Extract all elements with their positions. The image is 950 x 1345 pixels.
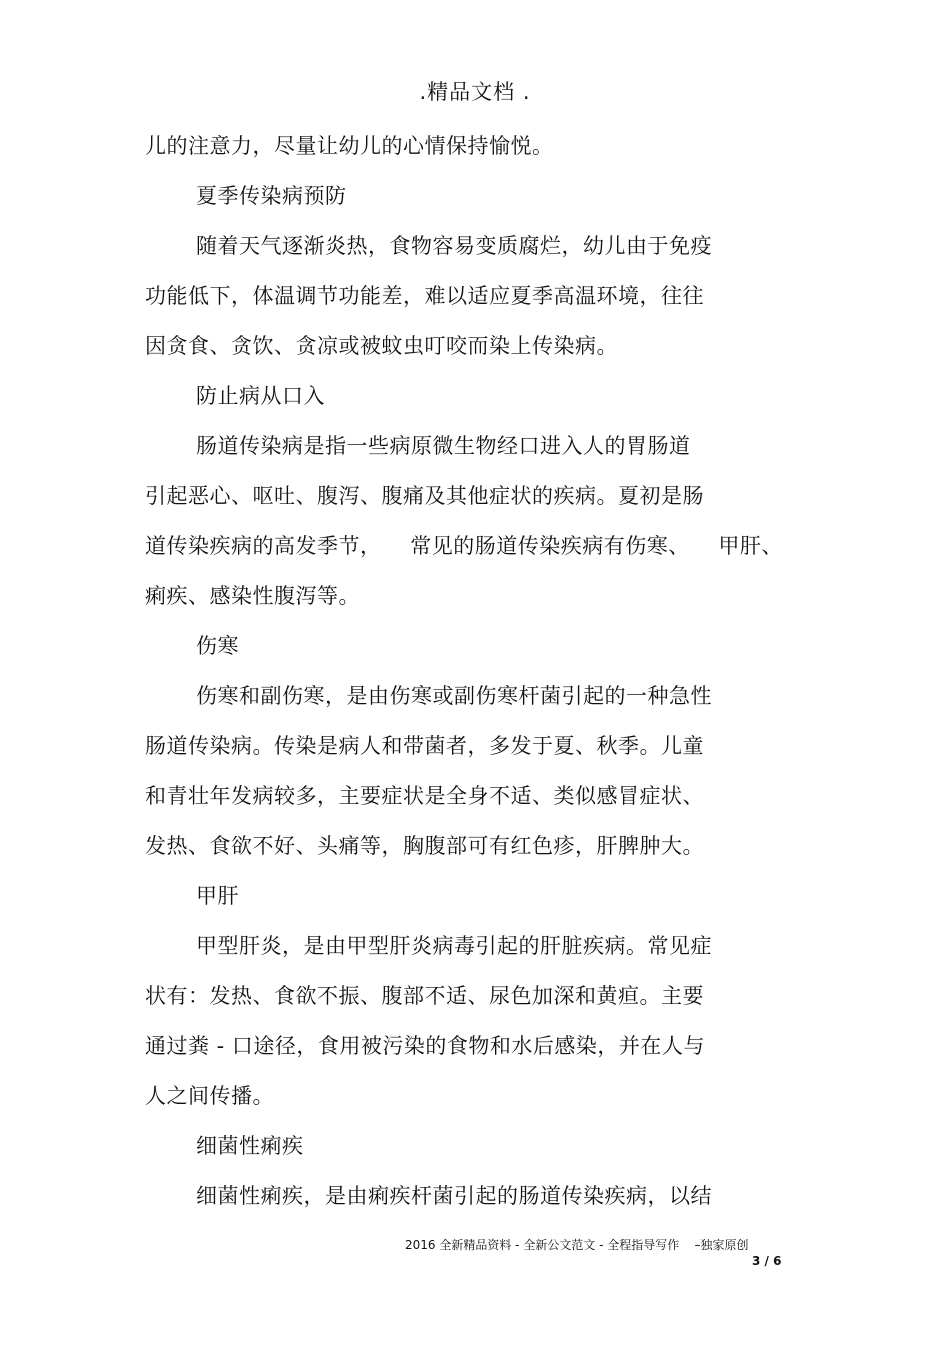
text-line: 引起恶心、呕吐、腹泻、腹痛及其他症状的疾病。夏初是肠 <box>145 484 704 508</box>
page-footer: 2016 全新精品资料 - 全新公文范文 - 全程指导写作 –独家原创 <box>405 1238 749 1252</box>
text-line: 状有：发热、食欲不振、腹部不适、尿色加深和黄疸。主要 <box>145 984 704 1008</box>
text-line: 随着天气逐渐炎热，食物容易变质腐烂，幼儿由于免疫 <box>196 234 712 258</box>
text-line: 发热、食欲不好、头痛等，胸腹部可有红色疹，肝脾肿大。 <box>145 834 704 858</box>
text-line: 肠道传染病是指一些病原微生物经口进入人的胃肠道 <box>196 434 691 458</box>
section-heading: 夏季传染病预防 <box>196 184 347 208</box>
text-line: 通过粪 - 口途径，食用被污染的食物和水后感染，并在人与 <box>145 1034 705 1058</box>
text-line: 道传染疾病的高发季节， 常见的肠道传染疾病有伤寒、 甲肝、 <box>145 534 783 558</box>
page-number: 3 / 6 <box>752 1254 782 1268</box>
section-heading: 细菌性痢疾 <box>196 1134 304 1158</box>
text-line: 甲型肝炎，是由甲型肝炎病毒引起的肝脏疾病。常见症 <box>196 934 712 958</box>
section-heading: 甲肝 <box>196 884 239 908</box>
text-line: 功能低下，体温调节功能差，难以适应夏季高温环境，往往 <box>145 284 704 308</box>
text-line: 因贪食、贪饮、贪凉或被蚊虫叮咬而染上传染病。 <box>145 334 618 358</box>
text-line: 儿的注意力，尽量让幼儿的心情保持愉悦。 <box>145 134 554 158</box>
text-line: 细菌性痢疾，是由痢疾杆菌引起的肠道传染疾病，以结 <box>196 1184 712 1208</box>
section-heading: 防止病从口入 <box>196 384 325 408</box>
text-line: 肠道传染病。传染是病人和带菌者，多发于夏、秋季。儿童 <box>145 734 704 758</box>
section-heading: 伤寒 <box>196 634 239 658</box>
page-header: .精品文档 . <box>419 80 531 104</box>
text-line: 痢疾、感染性腹泻等。 <box>145 584 360 608</box>
text-line: 伤寒和副伤寒，是由伤寒或副伤寒杆菌引起的一种急性 <box>196 684 712 708</box>
text-line: 人之间传播。 <box>145 1084 274 1108</box>
text-line: 和青壮年发病较多，主要症状是全身不适、类似感冒症状、 <box>145 784 704 808</box>
